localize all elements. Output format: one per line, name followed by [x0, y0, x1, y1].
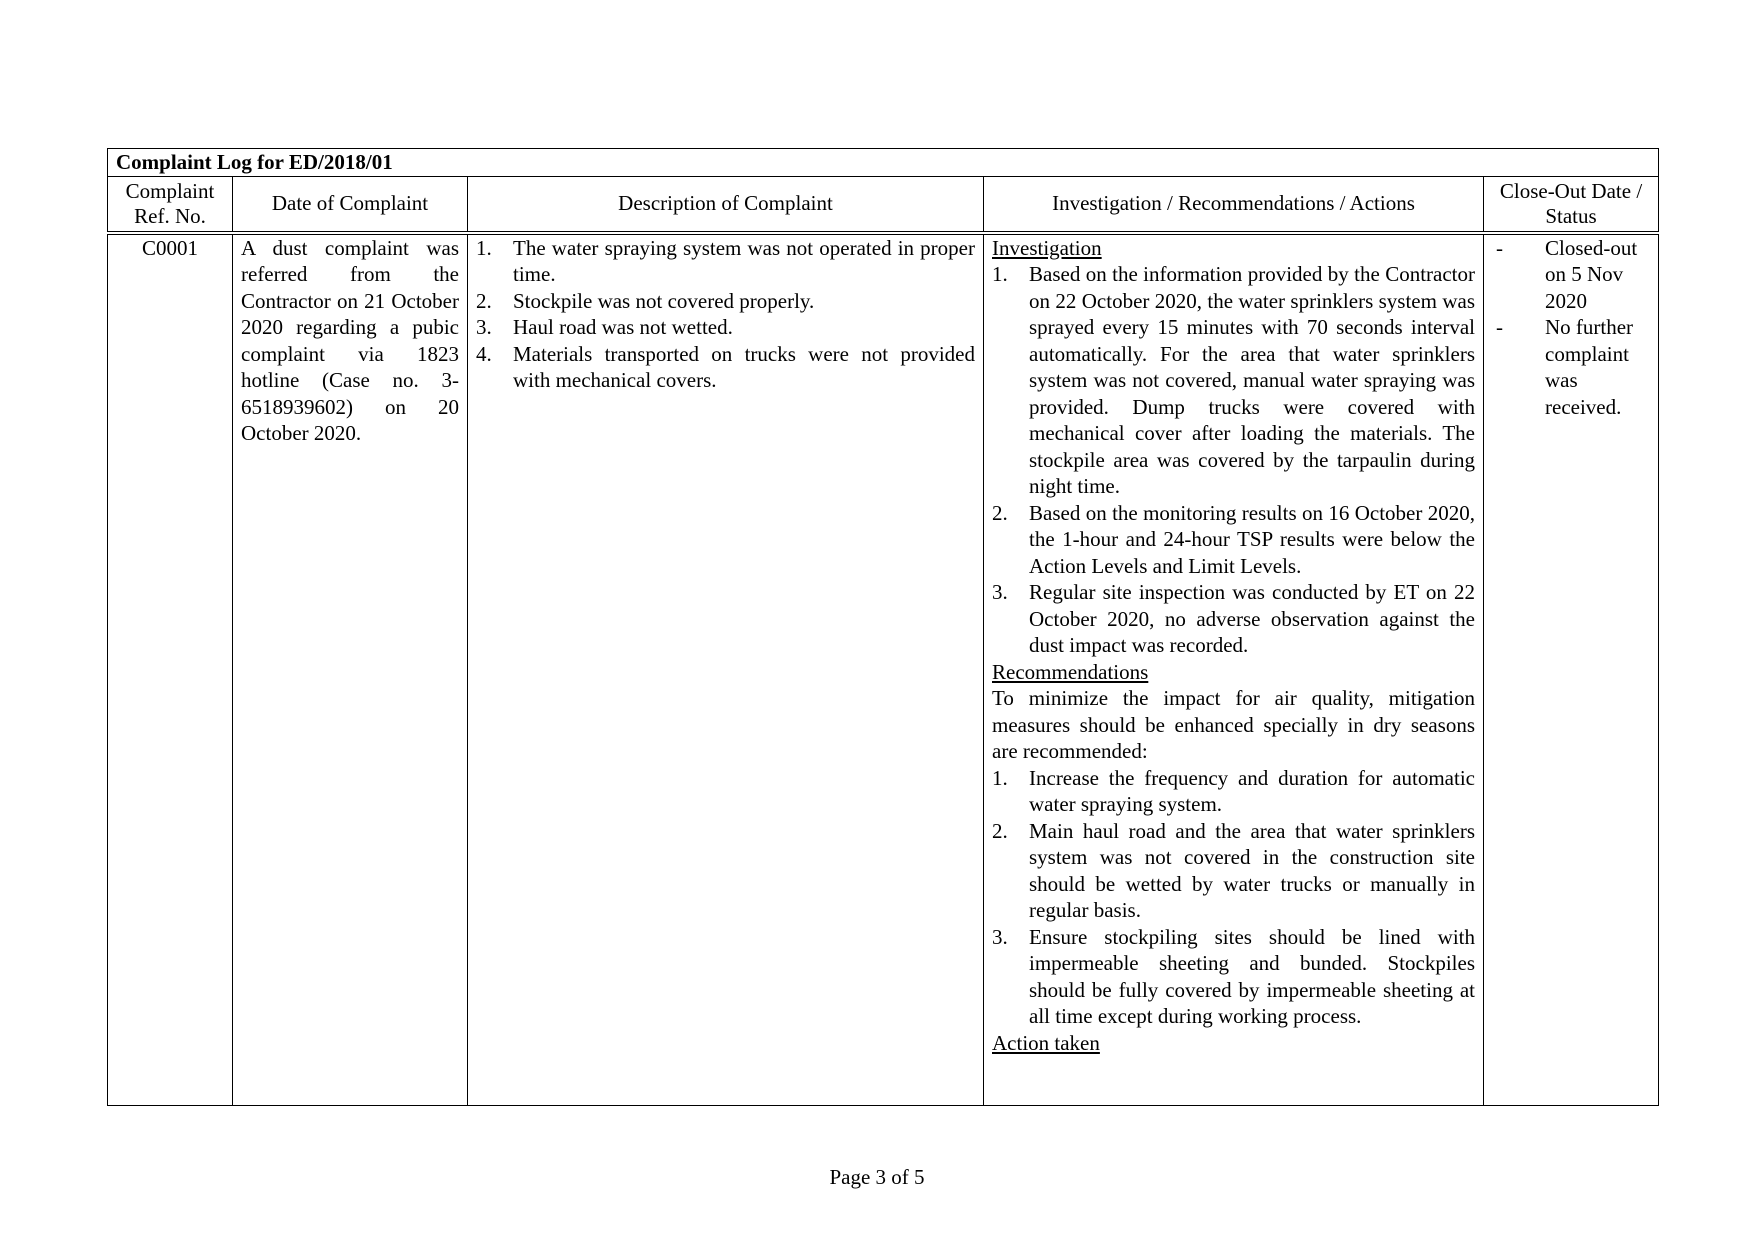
- list-item: 3. Haul road was not wetted.: [476, 315, 733, 339]
- list-item: 2. Based on the monitoring results on 16 October 2020, the 1-hour and 24-hour TSP results were below the Action Levels and Limit Levels.: [992, 500, 1475, 578]
- list-item: 2. Main haul road and the area that water sprinklers system was not covered in the construction site should be wetted by water trucks or manually in regular basis.: [992, 818, 1475, 922]
- complaint-log-table: [107, 148, 1659, 1106]
- status-list: [1492, 235, 1650, 421]
- list-item: 2. Stockpile was not covered properly.: [476, 288, 815, 313]
- list-item: 3. Ensure stockpiling sites should be lined with impermeable sheeting and bunded. Stockpiles should be fully covered by impermeable sheeting at all time except during working process.: [992, 924, 1475, 1028]
- list-item: 3. Regular site inspection was conducted by ET on 22 October 2020, no adverse observation against the dust impact was recorded.: [992, 580, 1475, 657]
- table-row: [108, 233, 1659, 1106]
- header-description: Description of Complaint: [468, 176, 984, 233]
- table-title: Complaint Log for ED/2018/01: [108, 149, 1659, 177]
- recommendations-heading: Recommendations: [992, 659, 1149, 684]
- close-out-cell: [1484, 233, 1659, 1106]
- investigation-cell: [984, 233, 1484, 1106]
- page-number: Page 3 of 5: [829, 1165, 925, 1189]
- header-row: [108, 176, 1659, 233]
- investigation-heading: Investigation: [992, 235, 1102, 260]
- recommendations-list: [992, 765, 1475, 1030]
- action-taken-heading: Action taken: [992, 1030, 1100, 1055]
- description-list: [476, 235, 975, 394]
- recommendations-intro: To minimize the impact for air quality, mitigation measures should be enhanced specially in dry seasons are recommended:: [992, 686, 1475, 763]
- ref-no-cell: C0001: [108, 233, 233, 1106]
- date-cell: A dust complaint was referred from the Contractor on 21 October 2020 regarding a pubic complaint via 1823 hotline (Case no. 3-6518939602) on 20 October 2020.: [233, 233, 468, 1106]
- header-investigation: Investigation / Recommendations / Actions: [984, 176, 1484, 233]
- list-item: 1. The water spraying system was not operated in proper time.: [476, 235, 975, 286]
- description-cell: [468, 233, 984, 1106]
- list-item: 1. Based on the information provided by the Contractor on 22 October 2020, the water sprinklers system was sprayed every 15 minutes with 70 seconds interval automatically. For the area that water sprinklers system was not covered, manual water spraying was provided. Dump trucks were covered with mechanical cover after loading the materials. The stockpile area was covered by the tarpaulin during night time.: [992, 262, 1475, 498]
- header-date: Date of Complaint: [233, 176, 468, 233]
- list-item: 1. Increase the frequency and duration for automatic water spraying system.: [992, 765, 1475, 816]
- header-close-out: Close-Out Date / Status: [1484, 176, 1659, 233]
- investigation-list: [992, 261, 1475, 659]
- list-item: - Closed-out on 5 Nov 2020: [1496, 235, 1638, 313]
- header-ref-no: Complaint Ref. No.: [108, 176, 233, 233]
- list-item: 4. Materials transported on trucks were not provided with mechanical covers.: [476, 341, 975, 392]
- list-item: - No further complaint was received.: [1496, 315, 1634, 419]
